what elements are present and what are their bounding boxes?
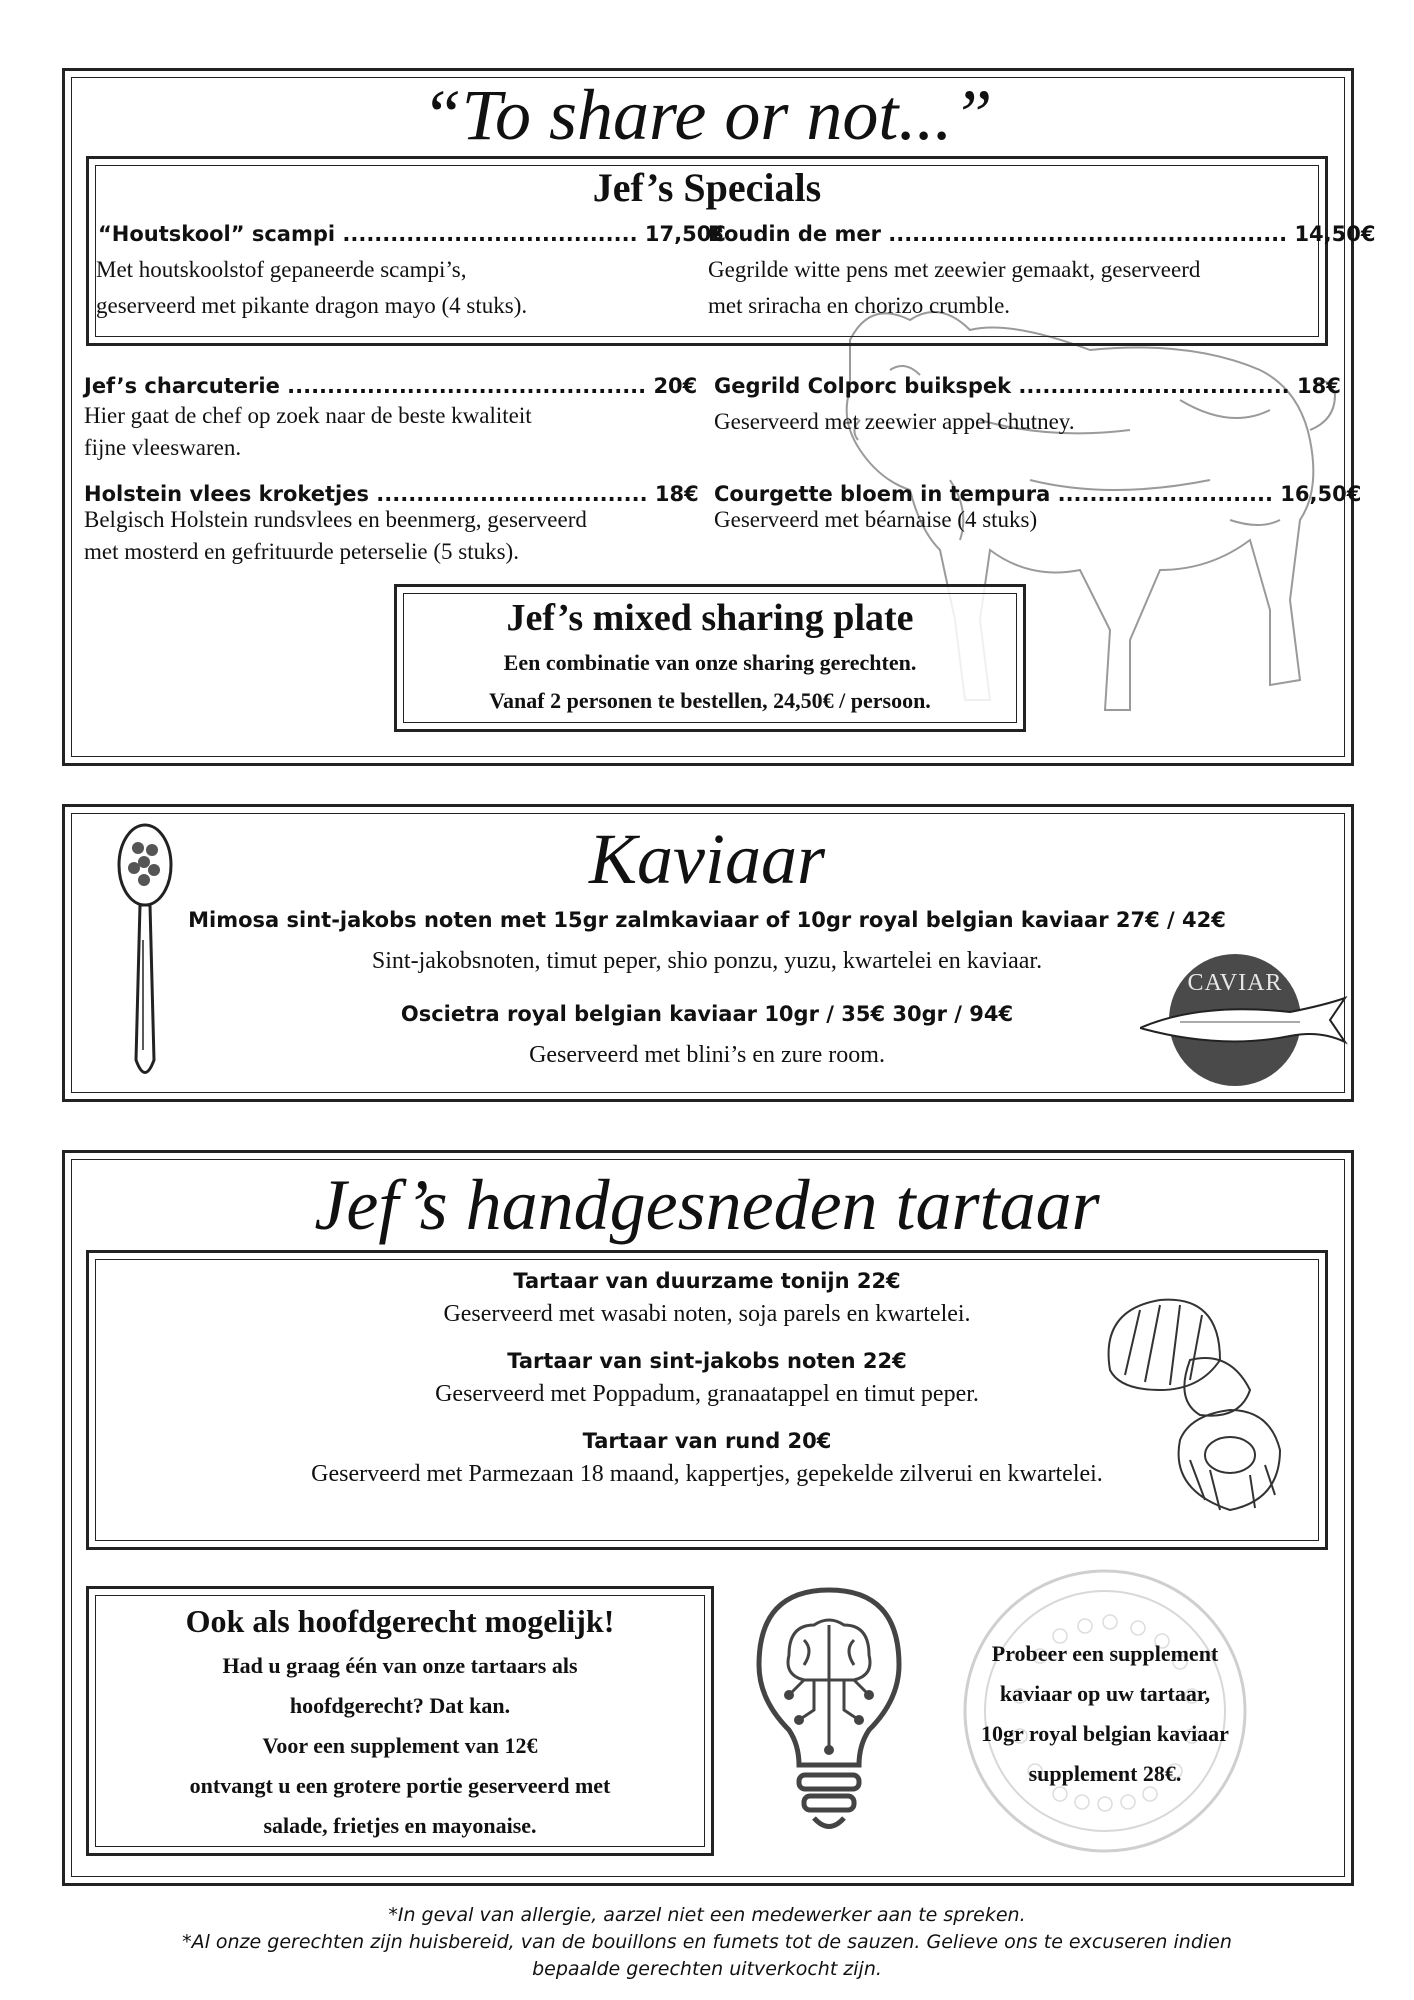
special-boudin-heading: Boudin de mer .................................................. 14,50€ <box>708 222 1376 246</box>
courgette-heading: Courgette bloem in tempura ........................... 16,50€ <box>714 482 1362 506</box>
kaviaar-item2-heading: Oscietra royal belgian kaviaar 10gr / 35€ 30gr / 94€ <box>400 1002 1014 1026</box>
lightbulb-brain-icon <box>744 1580 914 1840</box>
mixed-plate-block <box>394 592 1026 720</box>
kaviaar-item2-description: Geserveerd met blini’s en zure room. <box>529 1042 885 1068</box>
share-section-title: “To share or not...” <box>421 75 993 155</box>
footer-line1: *In geval van allergie, aarzel niet een medewerker aan te spreken. <box>388 1904 1026 1926</box>
tartaar-title: Jef’s handgesneden tartaar <box>314 1165 1100 1245</box>
charcuterie-desc-line2: fijne vleeswaren. <box>84 435 242 460</box>
tartaar-sintjakobs-description: Geserveerd met Poppadum, granaatappel en timut peper. <box>435 1381 979 1407</box>
mixed-plate-line2: Vanaf 2 personen te bestellen, 24,50€ / persoon. <box>489 688 931 713</box>
tartaar-rund-heading: Tartaar van rund 20€ <box>582 1429 832 1453</box>
special-scampi-desc-line1: Met houtskoolstof gepaneerde scampi’s, <box>96 257 467 282</box>
mixed-plate-line1: Een combinatie van onze sharing gerechten. <box>503 650 917 675</box>
tartaar-tonijn-heading: Tartaar van duurzame tonijn 22€ <box>513 1269 901 1293</box>
special-scampi-heading: “Houtskool” scampi ..................................... 17,50€ <box>98 222 726 246</box>
kroketjes-desc-line2: met mosterd en gefrituurde peterselie (5 stuks). <box>84 539 519 564</box>
kaviaar-title: Kaviaar <box>588 819 825 899</box>
main-course-line1: Had u graag één van onze tartaars als <box>222 1653 578 1678</box>
charcuterie-description <box>84 400 532 464</box>
buikspek-description <box>714 406 1075 438</box>
kroketjes-desc-line1: Belgisch Holstein rundsvlees en beenmerg, geserveerd <box>84 507 587 532</box>
buikspek-desc-line1: Geserveerd met zeewier appel chutney. <box>714 409 1075 434</box>
special-scampi-desc-line2: geserveerd met pikante dragon mayo (4 stuks). <box>96 293 528 318</box>
footer-line2: *Al onze gerechten zijn huisbereid, van de bouillons en fumets tot de sauzen. Gelieve ons te excuseren indien <box>182 1931 1232 1953</box>
supplement-line4: supplement 28€. <box>1028 1761 1182 1786</box>
kaviaar-item1-heading: Mimosa sint-jakobs noten met 15gr zalmkaviaar of 10gr royal belgian kaviaar 27€ / 42€ <box>188 908 1226 932</box>
courgette-description <box>714 504 1037 536</box>
supplement-line3: 10gr royal belgian kaviaar <box>981 1721 1229 1746</box>
tartaar-items-block <box>0 1266 1414 1492</box>
kaviaar-item1-description: Sint-jakobsnoten, timut peper, shio ponzu, yuzu, kwartelei en kaviaar. <box>371 948 1043 974</box>
courgette-desc-line1: Geserveerd met béarnaise (4 stuks) <box>714 507 1038 532</box>
special-boudin-description <box>708 252 1200 324</box>
supplement-line2: kaviaar op uw tartaar, <box>999 1681 1211 1706</box>
supplement-line1: Probeer een supplement <box>991 1641 1219 1666</box>
main-course-line5: salade, frietjes en mayonaise. <box>263 1813 537 1838</box>
main-course-block <box>86 1596 714 1846</box>
kroketjes-description <box>84 504 587 568</box>
special-boudin-desc-line2: met sriracha en chorizo crumble. <box>708 293 1011 318</box>
charcuterie-heading: Jef’s charcuterie ............................................. 20€ <box>84 374 698 398</box>
footer-notes <box>0 1902 1414 1983</box>
footer-line3: bepaalde gerechten uitverkocht zijn. <box>532 1958 882 1980</box>
mixed-plate-title: Jef’s mixed sharing plate <box>506 597 914 639</box>
caviar-badge-label: CAVIAR <box>1187 970 1283 996</box>
charcuterie-desc-line1: Hier gaat de chef op zoek naar de beste kwaliteit <box>84 403 532 428</box>
tartaar-tonijn-description: Geserveerd met wasabi noten, soja parels en kwartelei. <box>443 1301 971 1327</box>
main-course-line4: ontvangt u een grotere portie geserveerd met <box>189 1773 611 1798</box>
tartaar-rund-description: Geserveerd met Parmezaan 18 maand, kappertjes, gepekelde zilverui en kwartelei. <box>311 1461 1103 1487</box>
kroketjes-heading: Holstein vlees kroketjes .................................. 18€ <box>84 482 699 506</box>
special-scampi-description <box>96 252 527 324</box>
special-boudin-desc-line1: Gegrilde witte pens met zeewier gemaakt, geserveerd <box>708 257 1201 282</box>
main-course-title: Ook als hoofdgerecht mogelijk! <box>185 1603 615 1639</box>
specials-title: Jef’s Specials <box>592 165 822 210</box>
main-course-line3: Voor een supplement van 12€ <box>262 1733 538 1758</box>
supplement-block <box>945 1634 1265 1794</box>
main-course-line2: hoofdgerecht? Dat kan. <box>289 1693 511 1718</box>
tartaar-sintjakobs-heading: Tartaar van sint-jakobs noten 22€ <box>507 1349 907 1373</box>
buikspek-heading: Gegrild Colporc buikspek .................................. 18€ <box>714 374 1341 398</box>
